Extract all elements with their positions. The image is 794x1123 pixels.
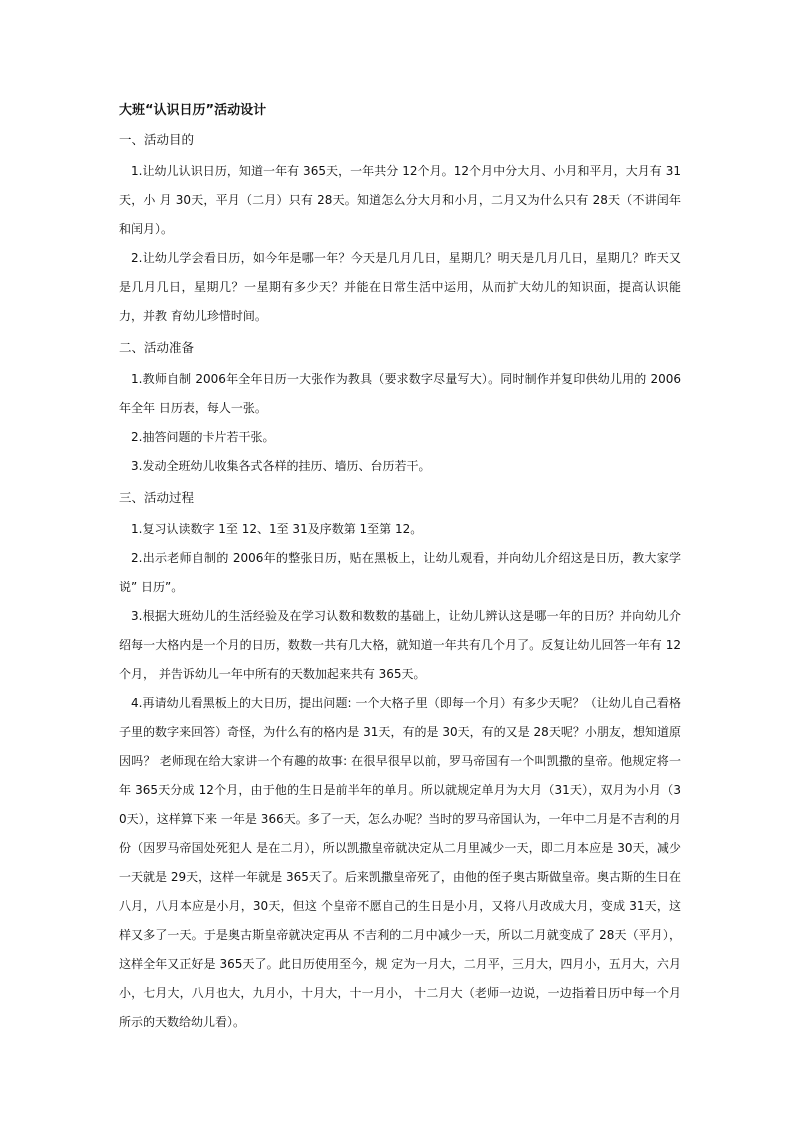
section-heading-preparation: 二、活动准备 — [119, 340, 195, 355]
paragraph: 1.复习认读数字 1至 12、1至 31及序数第 1至第 12。 — [131, 522, 423, 536]
document-body — [119, 99, 681, 1037]
paragraph: 1.让幼儿认识日历，知道一年有 365天，一年共分 12个月。12个月中分大月、小月和平月，大月有 31天，小 月 30天，平月（二月）只有 28天。知道怎么分大月和小月，二月又为什么只有 28天（不讲闰年和闰月）。 — [119, 164, 681, 236]
document-title: 大班“认识日历”活动设计 — [119, 103, 267, 118]
paragraph: 2.出示老师自制的 2006年的整张日历，贴在黑板上，让幼儿观看，并向幼儿介绍这是日历，教大家学说” 日历”。 — [119, 551, 681, 594]
paragraph: 3.根据大班幼儿的生活经验及在学习认数和数数的基础上，让幼儿辨认这是哪一年的日历？并向幼儿介绍每一大格内是一个月的日历，数数一共有几大格，就知道一年共有几个月了。反复让幼儿回答一年有 12个月， 并告诉幼儿一年中所有的天数加起来共有 365天。 — [119, 609, 681, 681]
section-heading-purpose: 一、活动目的 — [119, 132, 195, 147]
section-heading-process: 三、活动过程 — [119, 490, 195, 505]
paragraph: 2.抽答问题的卡片若干张。 — [131, 430, 275, 444]
paragraph: 3.发动全班幼儿收集各式各样的挂历、墙历、台历若干。 — [131, 459, 431, 473]
paragraph: 2.让幼儿学会看日历，如今年是哪一年？今天是几月几日，星期几？明天是几月几日，星期几？昨天又是几月几日，星期几？一星期有多少天？并能在日常生活中运用，从而扩大幼儿的知识面，提高认识能力，并教 育幼儿珍惜时间。 — [119, 251, 681, 323]
paragraph: 1.教师自制 2006年全年日历一大张作为教具（要求数字尽量写大）。同时制作并复印供幼儿用的 2006年全年 日历表，每人一张。 — [119, 372, 681, 415]
paragraph: 4.再请幼儿看黑板上的大日历，提出问题: 一个大格子里（即每一个月）有多少天呢？（让幼儿自己看格子里的数字来回答）奇怪，为什么有的格内是 31天，有的是 30天，有的又是 28天呢？小朋友，想知道原因吗？ 老师现在给大家讲一个有趣的故事: 在很早很早以前，罗马帝国有一个叫凯撒的皇帝。他规定将一年 365天分成 12个月，由于他的生日是前半年的单月。所以就规定单月为大月（31天），双月为小月（30天），这样算下来 一年是 366天。多了一天，怎么办呢？当时的罗马帝国认为，一年中二月是不吉利的月份（因罗马帝国处死犯人 是在二月），所以凯撒皇帝就决定从二月里减少一天，即二月本应是 30天，减少一天就是 29天，这样一年就是 365天了。后来凯撒皇帝死了，由他的侄子奥古斯做皇帝。奥古斯的生日在八月，八月本应是小月，30天，但这 个皇帝不愿自己的生日是小月，又将八月改成大月，变成 31天，这样又多了一天。于是奥古斯皇帝就决定再从 不吉利的二月中减少一天，所以二月就变成了 28天（平月），这样全年又正好是 365天了。此日历使用至今，规 定为一月大，二月平，三月大，四月小，五月大，六月小，七月大，八月也大，九月小，十月大，十一月小， 十二月大（老师一边说，一边指着日历中每一个月所示的天数给幼儿看）。 — [119, 696, 681, 1029]
